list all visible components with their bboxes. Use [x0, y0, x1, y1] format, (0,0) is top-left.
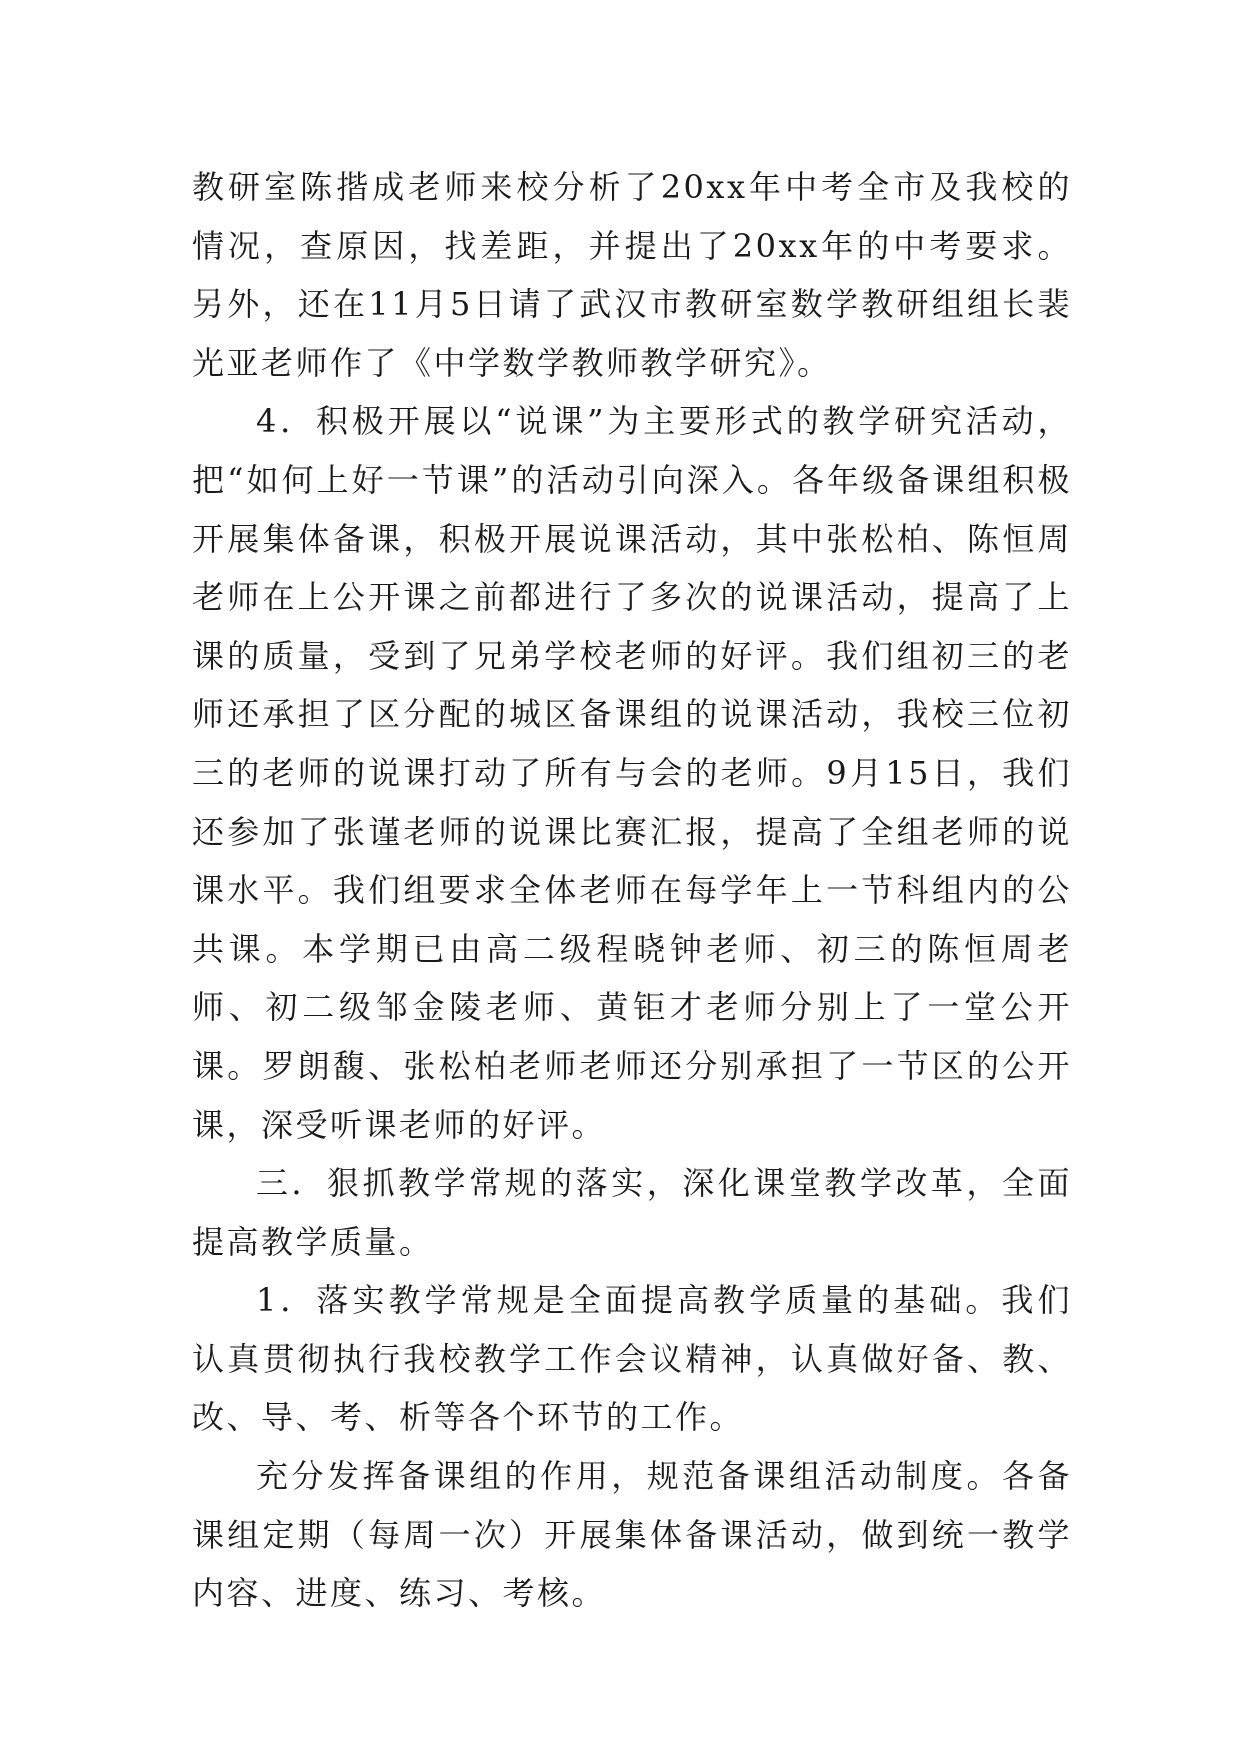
paragraph-5: 充分发挥备课组的作用，规范备课组活动制度。各备课组定期（每周一次）开展集体备课活动，做到统一教学内容、进度、练习、考核。: [192, 1457, 1072, 1613]
paragraph-4: 1．落实教学常规是全面提高教学质量的基础。我们认真贯彻执行我校教学工作会议精神，认真做好备、教、改、导、考、析等各个环节的工作。: [192, 1281, 1072, 1437]
document-body: [192, 158, 1072, 1623]
paragraph-2: 4．积极开展以“说课”为主要形式的教学研究活动，把“如何上好一节课”的活动引向深入。各年级备课组积极开展集体备课，积极开展说课活动，其中张松柏、陈恒周老师在上公开课之前都进行了多次的说课活动，提高了上课的质量，受到了兄弟学校老师的好评。我们组初三的老师还承担了区分配的城区备课组的说课活动，我校三位初三的老师的说课打动了所有与会的老师。9月15日，我们还参加了张谨老师的说课比赛汇报，提高了全组老师的说课水平。我们组要求全体老师在每学年上一节科组内的公共课。本学期已由高二级程晓钟老师、初三的陈恒周老师、初二级邹金陵老师、黄钜才老师分别上了一堂公开课。罗朗馥、张松柏老师老师还分别承担了一节区的公开课，深受听课老师的好评。: [192, 402, 1072, 1144]
paragraph-1: 教研室陈揩成老师来校分析了20xx年中考全市及我校的情况，查原因，找差距，并提出了20xx年的中考要求。另外，还在11月5日请了武汉市教研室数学教研组组长裴光亚老师作了《中学数学教师教学研究》。: [192, 168, 1072, 382]
paragraph-3: 三．狠抓教学常规的落实，深化课堂教学改革，全面提高教学质量。: [192, 1164, 1072, 1261]
